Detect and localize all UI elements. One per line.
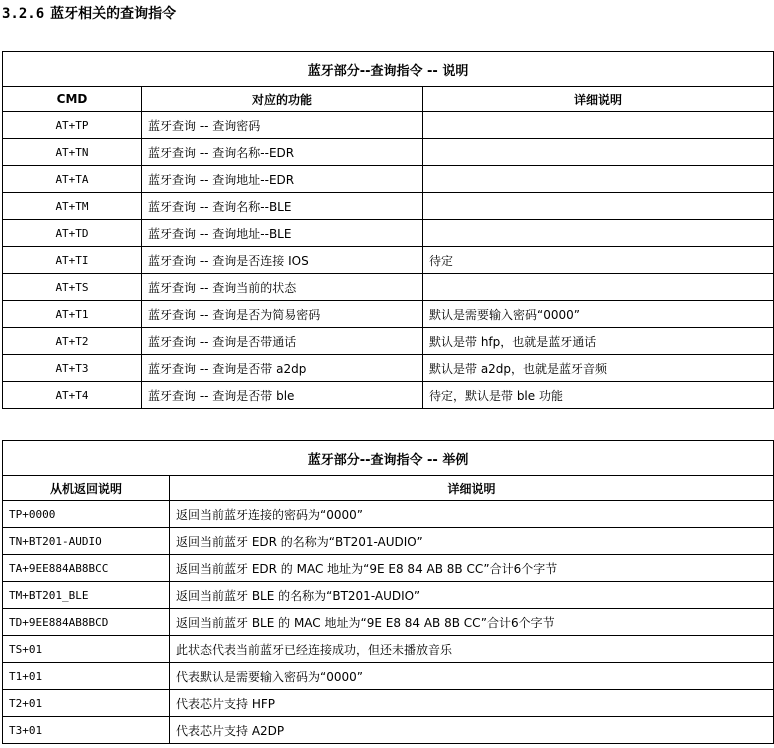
- function-cell: 蓝牙查询 -- 查询是否带 a2dp: [142, 355, 423, 382]
- detail-cell: [423, 112, 774, 139]
- section-title: 蓝牙相关的查询指令: [50, 6, 177, 22]
- function-cell: 蓝牙查询 -- 查询是否为简易密码: [142, 301, 423, 328]
- detail-cell: [423, 139, 774, 166]
- function-cell: 蓝牙查询 -- 查询地址--EDR: [142, 166, 423, 193]
- cmd-cell: AT+T4: [3, 382, 142, 409]
- section-heading: [2, 3, 176, 23]
- section-number: 3.2.6: [2, 6, 45, 22]
- function-cell: 蓝牙查询 -- 查询是否带 ble: [142, 382, 423, 409]
- table-row: [3, 328, 774, 355]
- detail-cell: 待定: [423, 247, 774, 274]
- table-row: [3, 555, 774, 582]
- response-cell: TA+9EE884AB8BCC: [3, 555, 170, 582]
- table-title-row: [3, 441, 774, 476]
- table-title-row: [3, 52, 774, 87]
- table-row: [3, 193, 774, 220]
- cmd-cell: AT+T3: [3, 355, 142, 382]
- function-cell: 蓝牙查询 -- 查询名称--EDR: [142, 139, 423, 166]
- detail-cell: 返回当前蓝牙 BLE 的 MAC 地址为“9E E8 84 AB 8B CC”合计6个字节: [170, 609, 774, 636]
- table-row: [3, 382, 774, 409]
- function-cell: 蓝牙查询 -- 查询密码: [142, 112, 423, 139]
- cmd-cell: AT+TN: [3, 139, 142, 166]
- detail-cell: 返回当前蓝牙 EDR 的 MAC 地址为“9E E8 84 AB 8B CC”合计6个字节: [170, 555, 774, 582]
- function-cell: 蓝牙查询 -- 查询名称--BLE: [142, 193, 423, 220]
- table-body: [3, 112, 774, 409]
- table-row: [3, 690, 774, 717]
- detail-cell: 此状态代表当前蓝牙已经连接成功，但还未播放音乐: [170, 636, 774, 663]
- detail-cell: [423, 166, 774, 193]
- cmd-cell: AT+T1: [3, 301, 142, 328]
- detail-cell: 默认是需要输入密码“0000”: [423, 301, 774, 328]
- table-row: [3, 247, 774, 274]
- table-title: 蓝牙部分--查询指令 -- 说明: [3, 52, 774, 87]
- table-row: [3, 274, 774, 301]
- response-cell: TN+BT201-AUDIO: [3, 528, 170, 555]
- table-row: [3, 301, 774, 328]
- detail-cell: 返回当前蓝牙连接的密码为“0000”: [170, 501, 774, 528]
- detail-cell: 返回当前蓝牙 BLE 的名称为“BT201-AUDIO”: [170, 582, 774, 609]
- table-row: [3, 663, 774, 690]
- detail-cell: 默认是带 hfp，也就是蓝牙通话: [423, 328, 774, 355]
- detail-cell: [423, 274, 774, 301]
- table-row: [3, 717, 774, 744]
- detail-cell: [423, 193, 774, 220]
- table-row: [3, 139, 774, 166]
- table-row: [3, 501, 774, 528]
- column-header-detail: 详细说明: [423, 87, 774, 112]
- detail-cell: 代表默认是需要输入密码为“0000”: [170, 663, 774, 690]
- detail-cell: 返回当前蓝牙 EDR 的名称为“BT201-AUDIO”: [170, 528, 774, 555]
- table-body: [3, 501, 774, 744]
- response-cell: T1+01: [3, 663, 170, 690]
- table-header-row: [3, 87, 774, 112]
- detail-cell: 默认是带 a2dp，也就是蓝牙音频: [423, 355, 774, 382]
- cmd-cell: AT+TS: [3, 274, 142, 301]
- detail-cell: 待定，默认是带 ble 功能: [423, 382, 774, 409]
- column-header-function: 对应的功能: [142, 87, 423, 112]
- response-cell: TM+BT201_BLE: [3, 582, 170, 609]
- cmd-cell: AT+T2: [3, 328, 142, 355]
- table-title: 蓝牙部分--查询指令 -- 举例: [3, 441, 774, 476]
- table-row: [3, 609, 774, 636]
- query-command-table: [2, 51, 774, 409]
- response-cell: TD+9EE884AB8BCD: [3, 609, 170, 636]
- cmd-cell: AT+TA: [3, 166, 142, 193]
- column-header-cmd: CMD: [3, 87, 142, 112]
- function-cell: 蓝牙查询 -- 查询是否连接 IOS: [142, 247, 423, 274]
- column-header-response: 从机返回说明: [3, 476, 170, 501]
- table-row: [3, 582, 774, 609]
- cmd-cell: AT+TP: [3, 112, 142, 139]
- response-cell: T3+01: [3, 717, 170, 744]
- table-row: [3, 528, 774, 555]
- table-header-row: [3, 476, 774, 501]
- detail-cell: [423, 220, 774, 247]
- query-example-table: [2, 440, 774, 744]
- column-header-detail: 详细说明: [170, 476, 774, 501]
- function-cell: 蓝牙查询 -- 查询地址--BLE: [142, 220, 423, 247]
- cmd-cell: AT+TD: [3, 220, 142, 247]
- table-row: [3, 112, 774, 139]
- detail-cell: 代表芯片支持 HFP: [170, 690, 774, 717]
- table-row: [3, 355, 774, 382]
- function-cell: 蓝牙查询 -- 查询是否带通话: [142, 328, 423, 355]
- response-cell: TS+01: [3, 636, 170, 663]
- function-cell: 蓝牙查询 -- 查询当前的状态: [142, 274, 423, 301]
- detail-cell: 代表芯片支持 A2DP: [170, 717, 774, 744]
- response-cell: T2+01: [3, 690, 170, 717]
- cmd-cell: AT+TI: [3, 247, 142, 274]
- table-row: [3, 166, 774, 193]
- table-row: [3, 220, 774, 247]
- table-row: [3, 636, 774, 663]
- cmd-cell: AT+TM: [3, 193, 142, 220]
- response-cell: TP+0000: [3, 501, 170, 528]
